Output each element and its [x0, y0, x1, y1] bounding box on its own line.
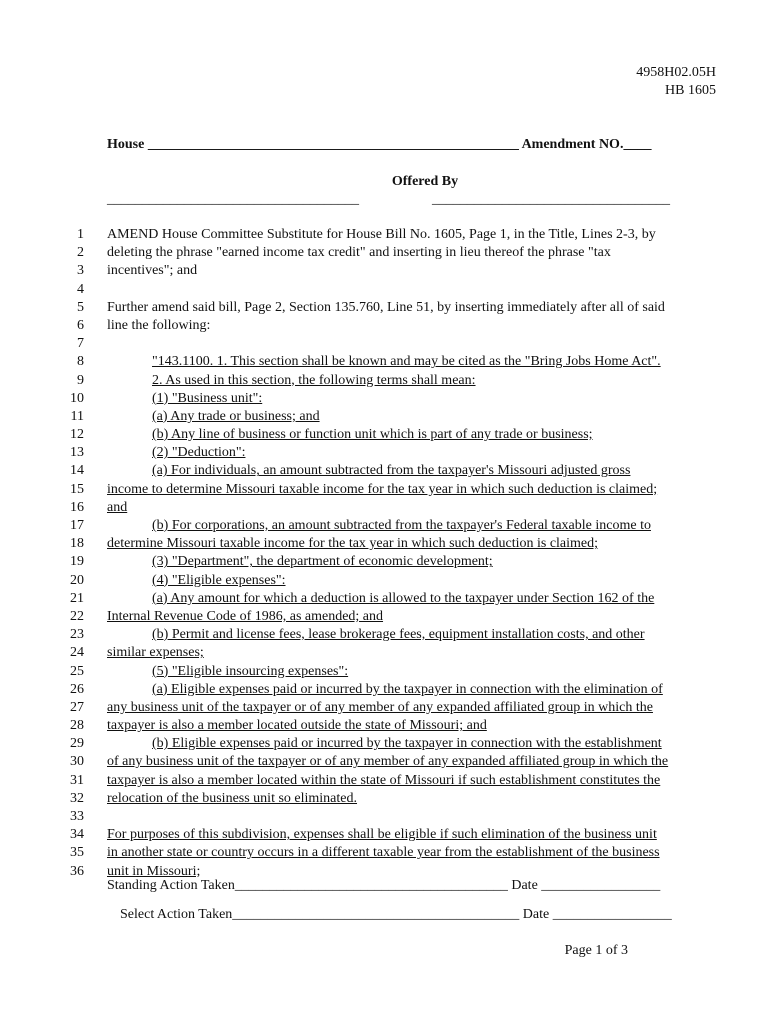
page-number: Page 1 of 3	[564, 943, 628, 958]
line-number: 15	[70, 481, 84, 497]
line-number: 30	[70, 754, 84, 770]
line-text: of any business unit of the taxpayer or of any member of any expanded affiliated group in which the	[107, 754, 669, 770]
line-number: 3	[77, 263, 84, 279]
text-line	[0, 353, 770, 371]
line-text: (a) Eligible expenses paid or incurred by the taxpayer in connection with the elimination of	[152, 681, 663, 697]
line-text: Further amend said bill, Page 2, Section 135.760, Line 51, by inserting immediately after all of said	[107, 299, 665, 315]
text-line	[0, 753, 770, 771]
line-number: 18	[70, 536, 84, 552]
line-number: 35	[70, 845, 84, 861]
line-text: any business unit of the taxpayer or of any member of any expanded affiliated group in which the	[107, 699, 653, 715]
text-line	[0, 462, 770, 480]
line-text: (1) "Business unit":	[152, 390, 263, 406]
text-line	[0, 262, 770, 280]
line-text: (b) Permit and license fees, lease brokerage fees, equipment installation costs, and other	[152, 627, 645, 643]
line-number: 36	[70, 863, 84, 879]
text-line	[0, 735, 770, 753]
line-number: 5	[77, 299, 84, 315]
line-number: 13	[70, 445, 84, 461]
line-number: 11	[70, 408, 84, 424]
text-line	[0, 772, 770, 790]
line-number: 2	[77, 245, 84, 261]
document-header	[636, 64, 716, 100]
line-number: 8	[77, 354, 84, 370]
line-text: taxpayer is also a member located outside the state of Missouri; and	[107, 718, 487, 734]
line-number: 16	[70, 499, 84, 515]
line-text: line the following:	[107, 317, 211, 333]
text-line	[0, 572, 770, 590]
amendment-text	[0, 226, 770, 881]
line-number: 32	[70, 790, 84, 806]
text-line	[0, 790, 770, 808]
text-line	[0, 390, 770, 408]
text-line	[0, 226, 770, 244]
signature-blank-left: ____________________________________	[107, 192, 359, 207]
line-text: (2) "Deduction":	[152, 445, 246, 461]
text-line	[0, 699, 770, 717]
line-text: taxpayer is also a member located within the state of Missouri if such establishment constitutes the	[107, 772, 661, 788]
line-number: 26	[70, 681, 84, 697]
text-line	[0, 626, 770, 644]
line-text: (4) "Eligible expenses":	[152, 572, 286, 588]
line-text: AMEND House Committee Substitute for House Bill No. 1605, Page 1, in the Title, Lines 2-3, by	[107, 227, 656, 242]
line-text: income to determine Missouri taxable income for the tax year in which such deduction is claimed;	[107, 481, 658, 497]
text-line	[0, 553, 770, 571]
text-line	[0, 644, 770, 662]
line-number: 17	[70, 518, 84, 533]
line-number: 19	[70, 554, 84, 570]
text-line	[0, 444, 770, 462]
text-line	[0, 826, 770, 844]
line-text: incentives"; and	[107, 263, 198, 279]
text-line	[0, 499, 770, 517]
line-text: in another state or country occurs in a different taxable year from the establishment of the business	[107, 845, 660, 861]
line-text: For purposes of this subdivision, expenses shall be eligible if such elimination of the business unit	[107, 827, 657, 843]
text-line	[0, 517, 770, 535]
line-text: determine Missouri taxable income for the tax year in which such deduction is claimed;	[107, 536, 599, 552]
line-text: deleting the phrase "earned income tax credit" and inserting in lieu thereof the phrase "tax	[107, 245, 611, 261]
text-line	[0, 808, 770, 826]
select-action-line: Select Action Taken_________________________________________ Date _________________	[120, 907, 672, 922]
document-number: 4958H02.05H	[636, 65, 716, 80]
line-number: 29	[70, 736, 84, 752]
line-number: 1	[77, 227, 84, 242]
bill-number: HB 1605	[665, 83, 716, 98]
standing-action-line: Standing Action Taken_______________________________________ Date _________________	[107, 878, 661, 893]
line-text: Internal Revenue Code of 1986, as amended; and	[107, 608, 384, 624]
line-text: unit in Missouri;	[107, 863, 201, 879]
text-line	[0, 608, 770, 626]
line-text: (b) For corporations, an amount subtracted from the taxpayer's Federal taxable income to	[152, 518, 651, 533]
line-number: 23	[70, 627, 84, 643]
line-number: 20	[70, 572, 84, 588]
line-text: (a) Any trade or business; and	[152, 408, 320, 424]
line-number: 6	[77, 317, 84, 333]
line-text: 2. As used in this section, the following terms shall mean:	[152, 372, 476, 388]
line-text: (a) For individuals, an amount subtracted from the taxpayer's Missouri adjusted gross	[152, 463, 631, 479]
line-number: 12	[70, 427, 84, 443]
text-line	[0, 426, 770, 444]
line-text: and	[107, 499, 128, 515]
text-line	[0, 335, 770, 353]
line-number: 33	[70, 809, 84, 824]
text-line	[0, 317, 770, 335]
line-number: 27	[70, 699, 84, 715]
line-number: 31	[70, 772, 84, 788]
line-number: 7	[77, 336, 84, 352]
line-text: (a) Any amount for which a deduction is allowed to the taxpayer under Section 162 of the	[152, 590, 655, 606]
text-line	[0, 408, 770, 426]
line-number: 10	[70, 390, 84, 406]
line-text: "143.1100. 1. This section shall be known and may be cited as the "Bring Jobs Home Act".	[152, 354, 661, 370]
line-number: 9	[77, 372, 84, 388]
text-line	[0, 535, 770, 553]
text-line	[0, 844, 770, 862]
text-line	[0, 681, 770, 699]
line-number: 14	[70, 463, 84, 479]
text-line	[0, 590, 770, 608]
line-text: relocation of the business unit so eliminated.	[107, 790, 358, 806]
line-text: (3) "Department", the department of economic development;	[152, 554, 493, 570]
line-number: 25	[70, 663, 84, 679]
text-line	[0, 372, 770, 390]
line-text: (b) Eligible expenses paid or incurred by the taxpayer in connection with the establishment	[152, 736, 662, 752]
line-number: 24	[70, 645, 84, 661]
text-line	[0, 717, 770, 735]
line-text: (b) Any line of business or function unit which is part of any trade or business;	[152, 427, 593, 443]
line-text: similar expenses;	[107, 645, 204, 661]
offered-by-label: Offered By	[391, 174, 459, 189]
line-text: (5) "Eligible insourcing expenses":	[152, 663, 349, 679]
line-number: 4	[77, 281, 84, 297]
line-number: 34	[70, 827, 84, 843]
text-line	[0, 663, 770, 681]
line-number: 22	[70, 608, 84, 624]
line-number: 21	[70, 590, 84, 606]
house-amendment-line: House _____________________________________________________ Amendment NO.____	[107, 137, 652, 152]
text-line	[0, 481, 770, 499]
text-line	[0, 299, 770, 317]
signature-blank-right: __________________________________	[432, 192, 670, 207]
text-line	[0, 244, 770, 262]
line-number: 28	[70, 718, 84, 734]
text-line	[0, 281, 770, 299]
